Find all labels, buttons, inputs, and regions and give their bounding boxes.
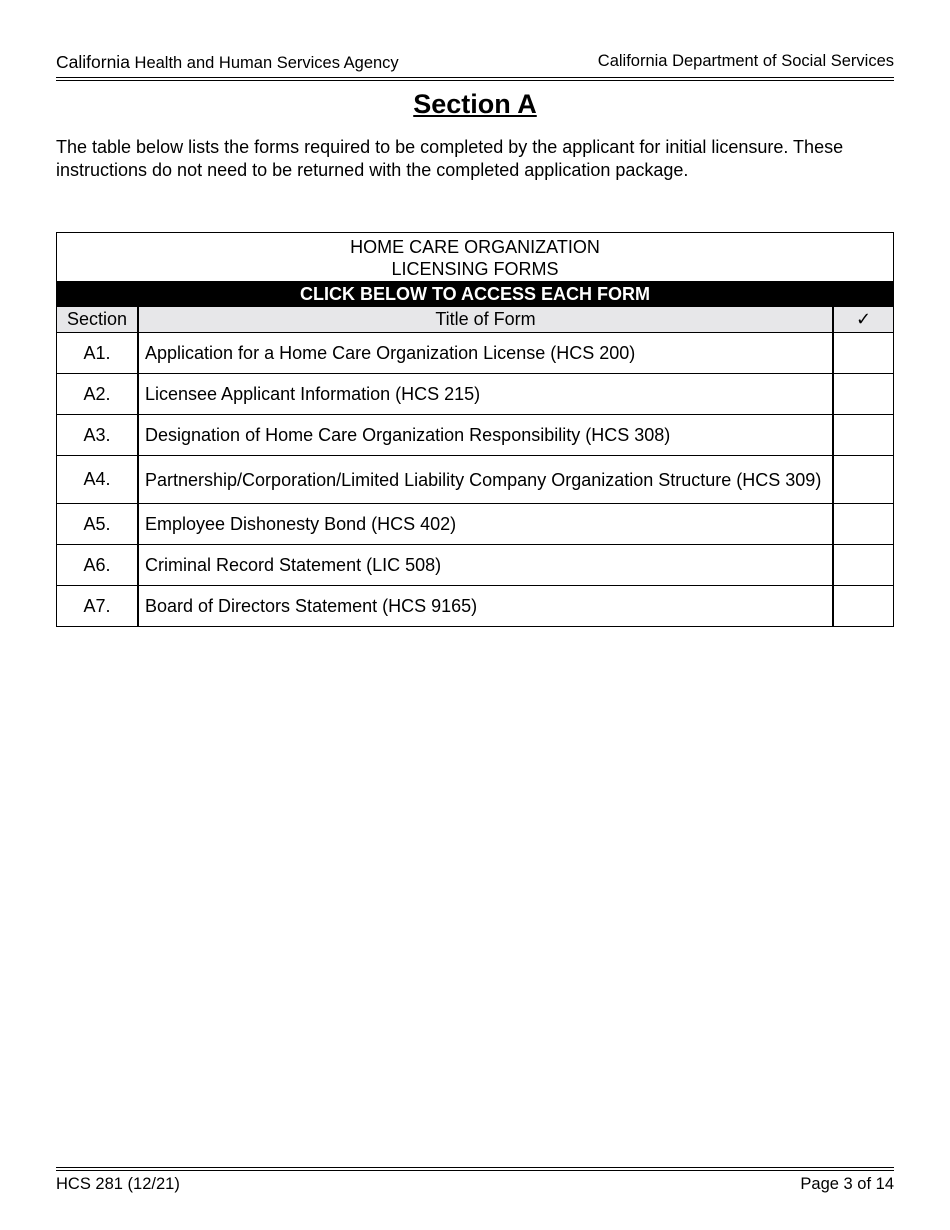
table-caption-line1: HOME CARE ORGANIZATION <box>350 236 600 257</box>
form-link[interactable]: Licensee Applicant Information (HCS 215) <box>145 384 481 404</box>
table-caption <box>57 233 894 282</box>
form-checkbox[interactable] <box>833 545 894 586</box>
header-divider <box>56 77 894 81</box>
form-title-cell <box>138 504 833 545</box>
column-header-section: Section <box>57 307 139 333</box>
table-caption-line2: LICENSING FORMS <box>391 258 559 279</box>
header-agency-name: Health and Human Services Agency <box>134 54 399 72</box>
form-section-id: A3. <box>57 415 139 456</box>
form-link[interactable]: Application for a Home Care Organization License (HCS 200) <box>145 343 636 363</box>
form-link[interactable]: Designation of Home Care Organization Responsibility (HCS 308) <box>145 425 671 445</box>
form-link[interactable]: Board of Directors Statement (HCS 9165) <box>145 596 478 616</box>
column-header-title: Title of Form <box>138 307 833 333</box>
form-row <box>57 374 894 415</box>
form-checkbox[interactable] <box>833 333 894 374</box>
access-forms-banner: CLICK BELOW TO ACCESS EACH FORM <box>57 282 894 307</box>
form-checkbox[interactable] <box>833 586 894 627</box>
form-title-cell <box>138 415 833 456</box>
form-row <box>57 586 894 627</box>
column-header-check: ✓ <box>833 307 894 333</box>
form-section-id: A5. <box>57 504 139 545</box>
form-row <box>57 456 894 504</box>
form-link[interactable]: Employee Dishonesty Bond (HCS 402) <box>145 514 457 534</box>
form-checkbox[interactable] <box>833 415 894 456</box>
page-number: Page 3 of 14 <box>800 1175 894 1193</box>
form-section-id: A6. <box>57 545 139 586</box>
form-row <box>57 415 894 456</box>
form-checkbox[interactable] <box>833 456 894 504</box>
form-title-cell <box>138 456 833 504</box>
form-title-cell <box>138 545 833 586</box>
form-section-id: A2. <box>57 374 139 415</box>
form-checkbox[interactable] <box>833 504 894 545</box>
intro-paragraph: The table below lists the forms required to be completed by the applicant for initial licensure. These instructions do not need to be returned with the completed application package. <box>56 137 844 180</box>
footer-divider <box>56 1167 894 1171</box>
page-title: Section A <box>413 89 537 119</box>
table-header-row <box>57 307 894 333</box>
form-checkbox[interactable] <box>833 374 894 415</box>
form-title-cell <box>138 333 833 374</box>
form-section-id: A4. <box>57 456 139 504</box>
page-footer <box>56 1175 894 1197</box>
form-rows <box>57 333 894 627</box>
form-section-id: A1. <box>57 333 139 374</box>
form-row <box>57 333 894 374</box>
header-department: California Department of Social Services <box>597 52 894 70</box>
form-title-cell <box>138 586 833 627</box>
form-row <box>57 504 894 545</box>
header-agency-state: California <box>56 52 130 72</box>
page-header <box>56 52 894 74</box>
form-link[interactable]: Partnership/Corporation/Limited Liability Company Organization Structure (HCS 309) <box>145 469 822 490</box>
header-agency <box>56 52 399 73</box>
licensing-forms-table <box>56 232 894 627</box>
form-link[interactable]: Criminal Record Statement (LIC 508) <box>145 555 442 575</box>
form-row <box>57 545 894 586</box>
form-section-id: A7. <box>57 586 139 627</box>
form-id: HCS 281 (12/21) <box>56 1175 180 1193</box>
form-title-cell <box>138 374 833 415</box>
